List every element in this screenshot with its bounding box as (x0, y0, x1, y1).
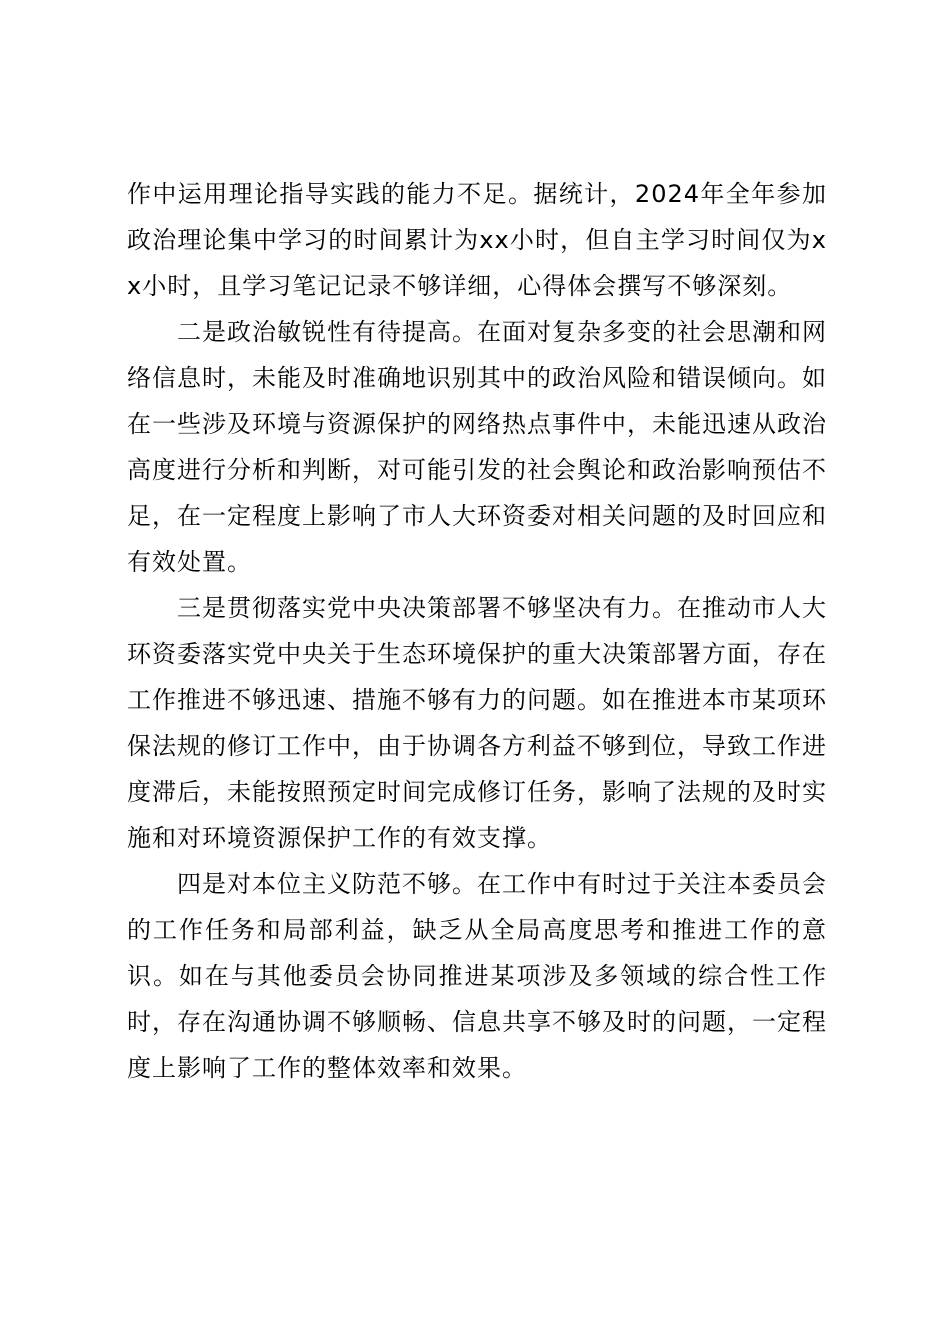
paragraph-political-sensitivity: 二是政治敏锐性有待提高。在面对复杂多变的社会思潮和网络信息时，未能及时准确地识别其中的政治风险和错误倾向。如在一些涉及环境与资源保护的网络热点事件中，未能迅速从政治高度进行分析和判断，对可能引发的社会舆论和政治影响预估不足，在一定程度上影响了市人大环资委对相关问题的及时回应和有效处置。 (127, 318, 827, 576)
paragraph-continuation: 作中运用理论指导实践的能力不足。据统计，2024年全年参加政治理论集中学习的时间累计为xx小时，但自主学习时间仅为xx小时，且学习笔记记录不够详细，心得体会撰写不够深刻。 (127, 180, 827, 300)
document-body (127, 171, 827, 1091)
paragraph-departmentalism: 四是对本位主义防范不够。在工作中有时过于关注本委员会的工作任务和局部利益，缺乏从全局高度思考和推进工作的意识。如在与其他委员会协同推进某项涉及多领域的综合性工作时，存在沟通协调不够顺畅、信息共享不够及时的问题，一定程度上影响了工作的整体效率和效果。 (127, 870, 827, 1082)
paragraph-policy-implementation: 三是贯彻落实党中央决策部署不够坚决有力。在推动市人大环资委落实党中央关于生态环境保护的重大决策部署方面，存在工作推进不够迅速、措施不够有力的问题。如在推进本市某项环保法规的修订工作中，由于协调各方利益不够到位，导致工作进度滞后，未能按照预定时间完成修订任务，影响了法规的及时实施和对环境资源保护工作的有效支撑。 (127, 594, 827, 852)
